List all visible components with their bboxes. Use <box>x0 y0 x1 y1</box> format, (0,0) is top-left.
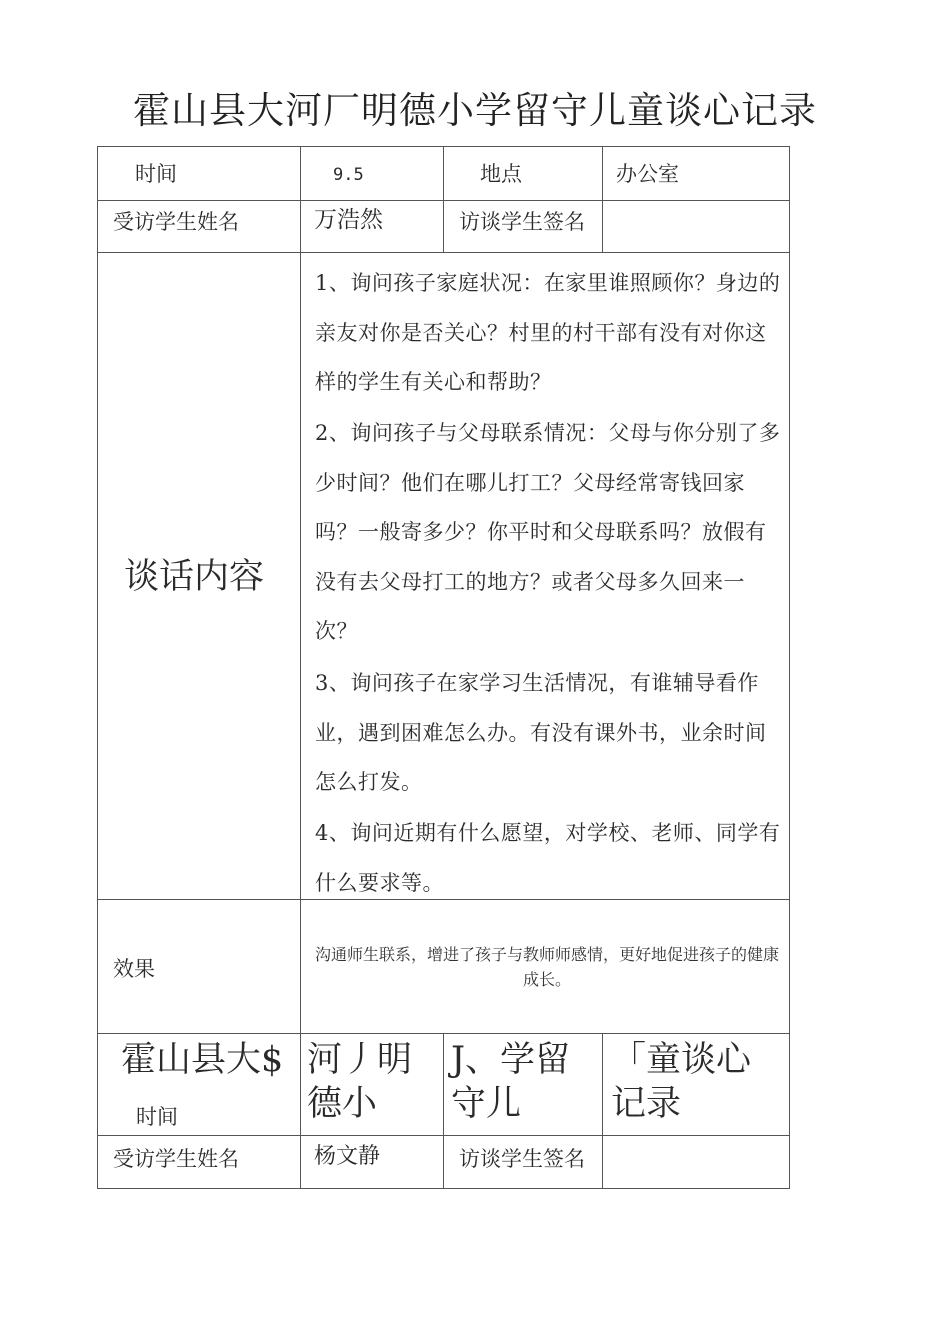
record2-title-fragment-1: 霍山县大$ <box>121 1040 284 1080</box>
time-value: 9.5 <box>333 165 364 185</box>
content-item-3: 3、询问孩子在家学习生活情况，有谁辅导看作业，遇到困难怎么办。有没有课外书，业余时间怎么打发。 <box>315 671 767 794</box>
place-value: 办公室 <box>616 162 679 186</box>
effect-label: 效果 <box>113 957 155 981</box>
record2-title-fragment-3: J、学留守儿 <box>451 1040 571 1124</box>
place-label: 地点 <box>480 162 522 186</box>
signature-label: 访谈学生签名 <box>459 210 585 234</box>
time-label: 时间 <box>135 162 177 186</box>
content-label: 谈话内容 <box>124 557 265 597</box>
effect-text: 沟通师生联系，增进了孩子与教师师感情，更好地促进孩子的健康成长。 <box>314 945 779 989</box>
record2-title-fragment-2: 河丿明德小 <box>307 1040 413 1124</box>
record2-student-name: 杨文静 <box>314 1144 381 1169</box>
document-title: 霍山县大河厂明德小学留守儿童谈心记录 <box>133 89 817 132</box>
content-item-2: 2、询问孩子与父母联系情况：父母与你分别了多少时间？他们在哪儿打工？父母经常寄钱回家吗？一般寄多少？你平时和父母联系吗？放假有没有去父母打工的地方？或者父母多久回来一次？ <box>315 421 781 643</box>
student-name: 万浩然 <box>314 207 383 233</box>
record2-title-fragment-4: 「童谈心记录 <box>611 1040 752 1124</box>
student-name-label: 受访学生姓名 <box>113 210 239 234</box>
signature-field <box>604 202 788 250</box>
record2-signature-field <box>604 1137 788 1187</box>
record2-time-label: 时间 <box>136 1105 178 1129</box>
record2-signature-label: 访谈学生签名 <box>459 1147 585 1171</box>
content-item-4: 4、询问近期有什么愿望，对学校、老师、同学有什么要求等。 <box>315 821 781 895</box>
content-item-1: 1、询问孩子家庭状况：在家里谁照顾你？身边的亲友对你是否关心？村里的村干部有没有对你这样的学生有关心和帮助？ <box>315 271 781 394</box>
record2-student-name-label: 受访学生姓名 <box>113 1147 239 1171</box>
